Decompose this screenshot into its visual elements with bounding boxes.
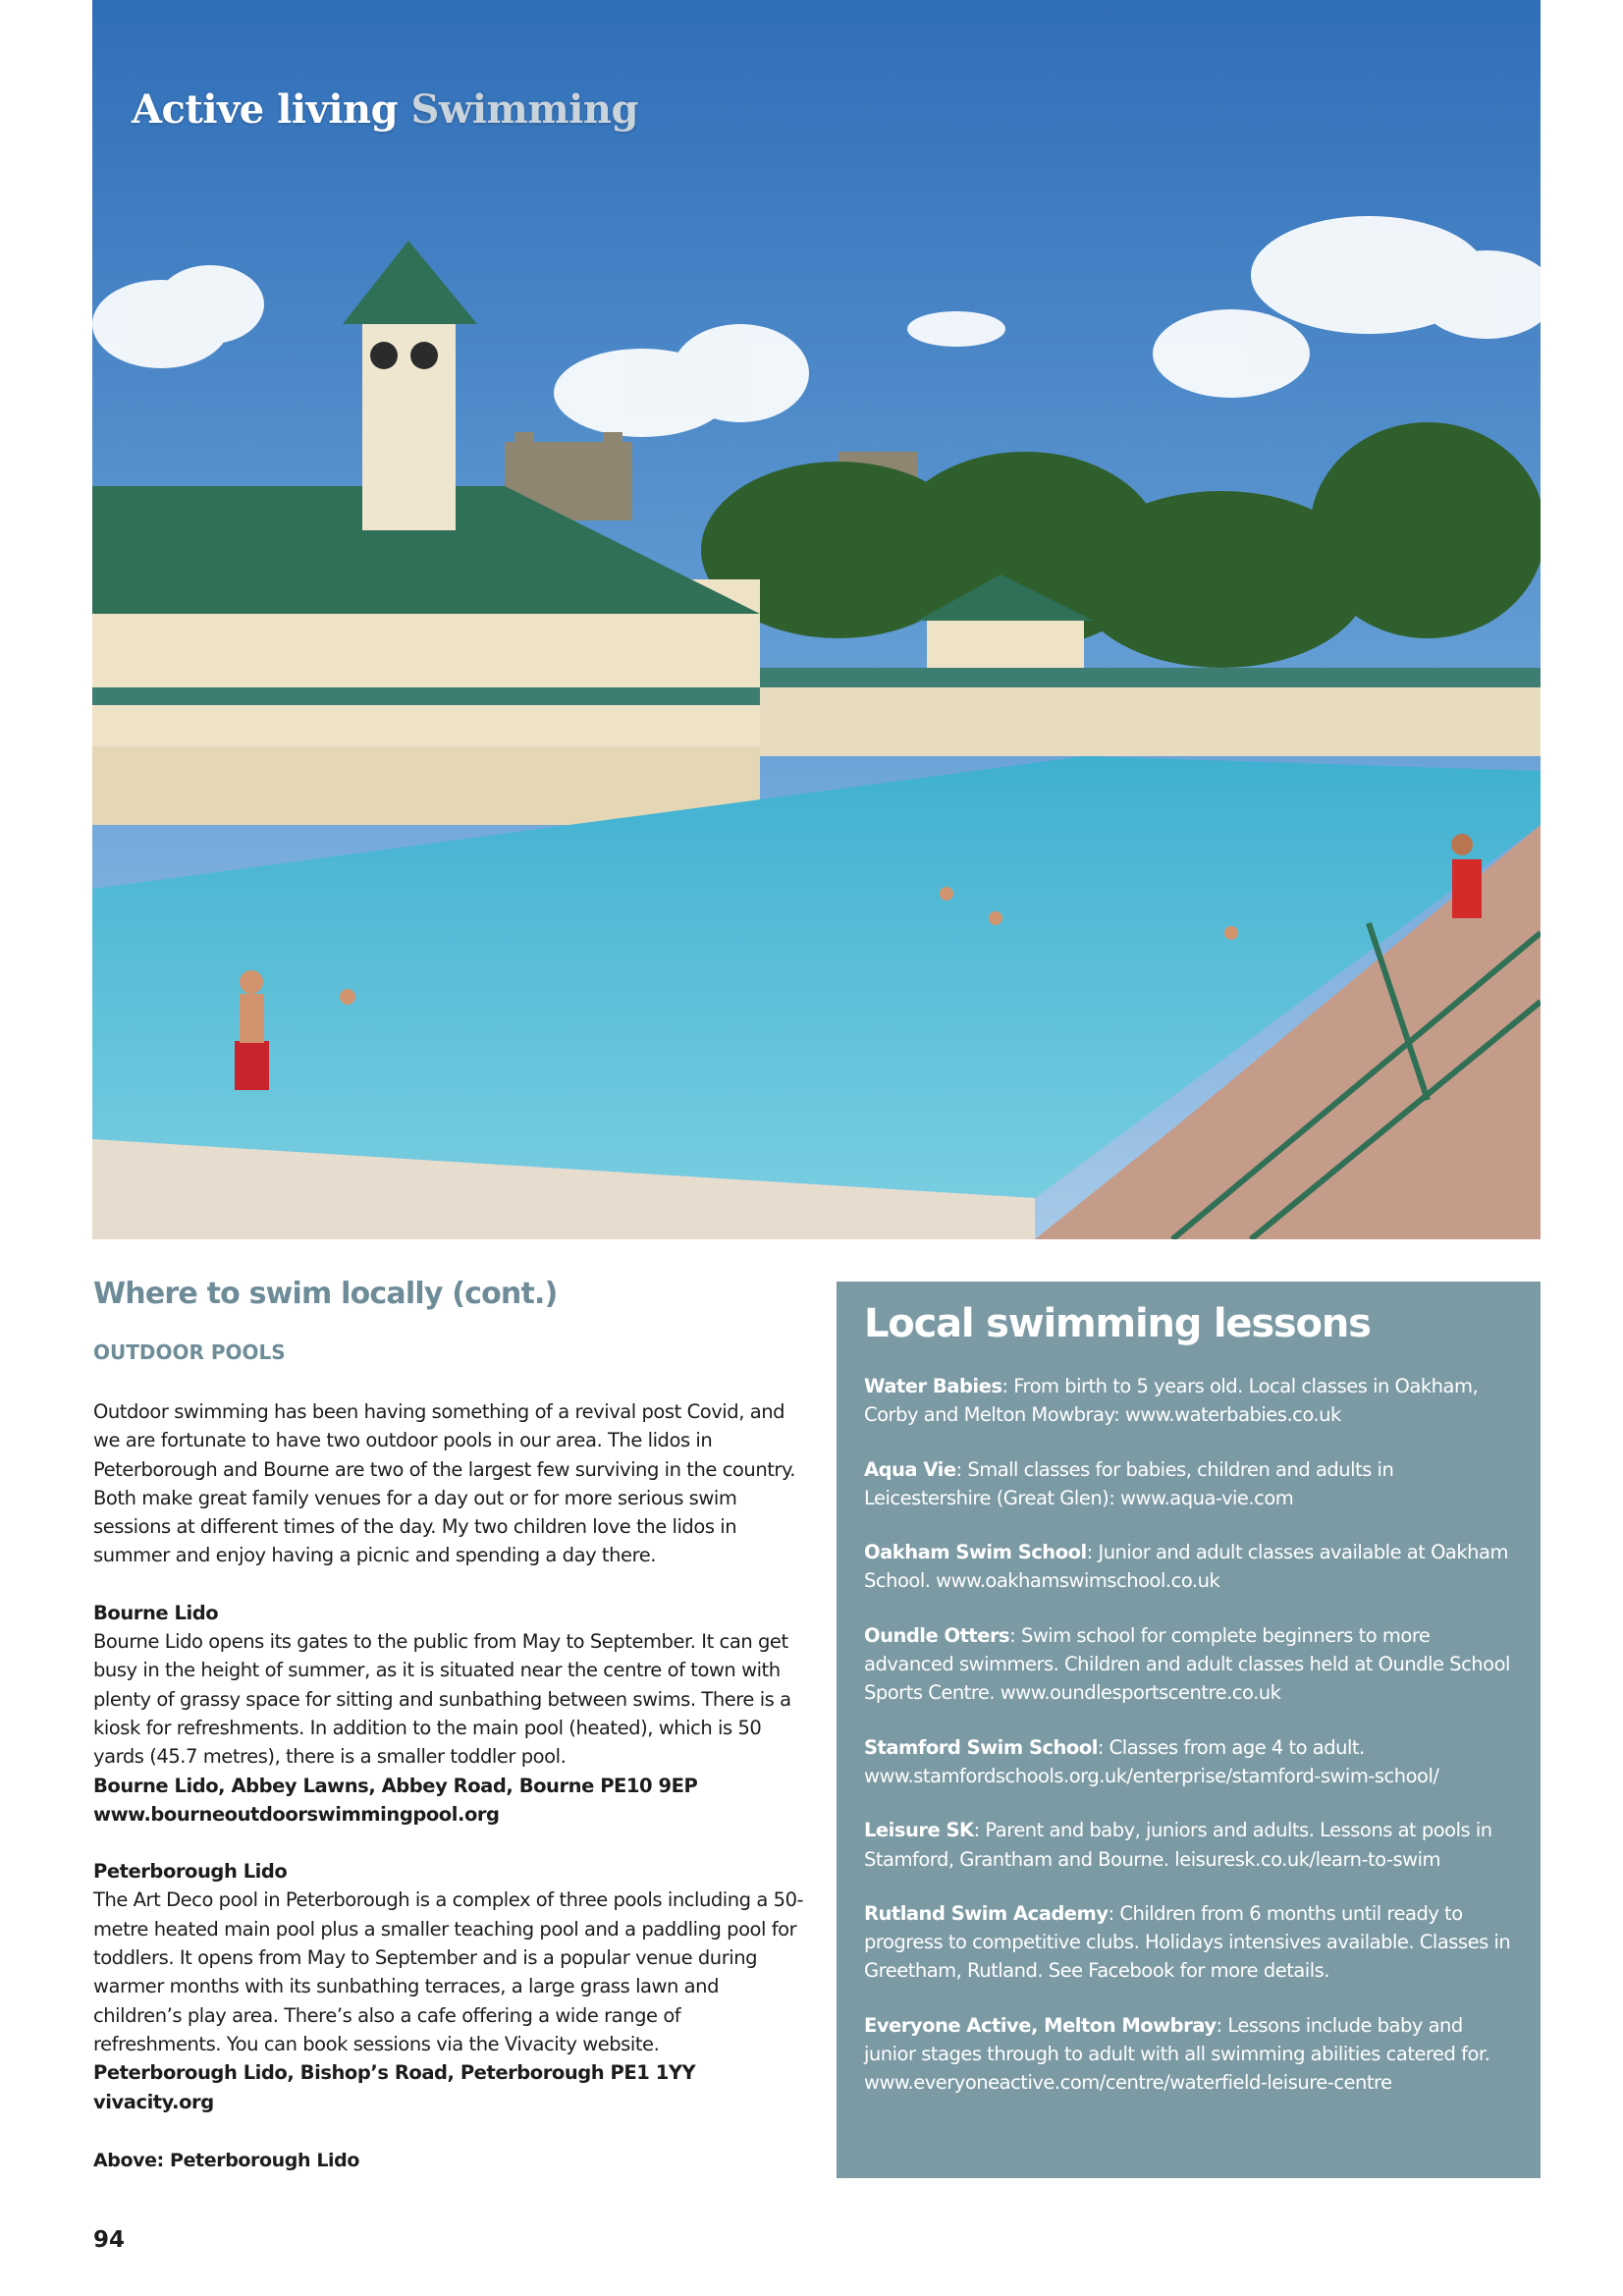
- lesson-item: [864, 2011, 1513, 2098]
- peterborough-lido-illustration: [92, 0, 1541, 1239]
- lesson-item: [864, 1621, 1513, 1708]
- section-heading: Where to swim locally (cont.): [93, 1277, 558, 1311]
- lesson-text: : Lessons include baby and junior stages through to adult with all swimming abilities catered for. www.everyoneactive.com/centre/waterfield-leisure-centre: [864, 2013, 1490, 2095]
- lesson-name: Aqua Vie: [864, 1457, 956, 1481]
- lesson-text: : Children from 6 months until ready to progress to competitive clubs. Holidays intensives available. Classes in Greetham, Rutland. See Facebook for more details.: [864, 1901, 1511, 1983]
- lesson-name: Everyone Active, Melton Mowbray: [864, 2013, 1217, 2037]
- lesson-name: Water Babies: [864, 1375, 1002, 1397]
- lesson-text: : Classes from age 4 to adult. www.stamfordschools.org.uk/enterprise/stamford-swim-school/: [864, 1735, 1439, 1787]
- swimming-lessons-panel: [837, 1282, 1541, 2178]
- lesson-item: [864, 1455, 1513, 1513]
- lesson-name: Stamford Swim School: [864, 1735, 1098, 1759]
- lesson-name: Rutland Swim Academy: [864, 1901, 1109, 1925]
- venue-bourne-lido: [93, 1599, 810, 1829]
- venue-address: Peterborough Lido, Bishop’s Road, Peterborough PE1 1YY: [93, 2061, 696, 2085]
- lesson-item: [864, 1899, 1513, 1986]
- lesson-name: Leisure SK: [864, 1819, 974, 1842]
- venue-peterborough-lido: [93, 1857, 810, 2116]
- lesson-text: : Swim school for complete beginners to more advanced swimmers. Children and adult classes held at Oundle School Sports Centre. www.oundlesportscentre.co.uk: [864, 1623, 1510, 1705]
- panel-title: Local swimming lessons: [864, 1301, 1371, 1346]
- lesson-text: : From birth to 5 years old. Local classes in Oakham, Corby and Melton Mowbray: www.waterbabies.co.uk: [864, 1375, 1479, 1427]
- venue-name: Peterborough Lido: [93, 1860, 288, 1884]
- venue-name: Bourne Lido: [93, 1601, 219, 1624]
- venue-description: The Art Deco pool in Peterborough is a complex of three pools including a 50-metre heated main pool plus a smaller teaching pool and a paddling pool for toddlers. It opens from May to September and is a popular venue during warmer months with its sunbathing terraces, a large grass lawn and children’s play area. There’s also a cafe offering a wide range of refreshments. You can book sessions via the Vivacity website.: [93, 1888, 804, 2055]
- lesson-text: : Junior and adult classes available at Oakham School. www.oakhamswimschool.co.uk: [864, 1541, 1508, 1593]
- lesson-name: Oundle Otters: [864, 1623, 1010, 1647]
- venue-website[interactable]: vivacity.org: [93, 2090, 214, 2113]
- photo-caption: Above: Peterborough Lido: [93, 2149, 360, 2171]
- title-accent: Swimming: [410, 86, 638, 133]
- page-title: [132, 86, 638, 133]
- venue-description: Bourne Lido opens its gates to the public from May to September. It can get busy in the height of summer, as it is situated near the centre of town with plenty of grassy space for sitting and sunbathing between swims. There is a kiosk for refreshments. In addition to the main pool (heated), which is 50 yards (45.7 metres), there is a smaller toddler pool.: [93, 1630, 791, 1769]
- hero-photo: [92, 0, 1541, 1239]
- lesson-item: [864, 1733, 1513, 1791]
- outdoor-pools-heading: OUTDOOR POOLS: [93, 1340, 286, 1364]
- lesson-item: [864, 1372, 1513, 1430]
- venue-website[interactable]: www.bourneoutdoorswimmingpool.org: [93, 1802, 500, 1826]
- venue-address: Bourne Lido, Abbey Lawns, Abbey Road, Bourne PE10 9EP: [93, 1774, 698, 1797]
- title-main: Active living: [132, 86, 399, 133]
- lesson-text: : Small classes for babies, children and adults in Leicestershire (Great Glen): www.aqua-vie.com: [864, 1457, 1394, 1509]
- intro-paragraph: [93, 1397, 810, 1570]
- lesson-item: [864, 1538, 1513, 1596]
- left-column: [93, 1277, 810, 2171]
- lesson-item: [864, 1816, 1513, 1874]
- lesson-text: : Parent and baby, juniors and adults. Lessons at pools in Stamford, Grantham and Bourne. leisuresk.co.uk/learn-to-swim: [864, 1819, 1492, 1871]
- intro-text: Outdoor swimming has been having something of a revival post Covid, and we are fortunate to have two outdoor pools in our area. The lidos in Peterborough and Bourne are two of the largest few surviving in the country. Both make great family venues for a day out or for more serious swim sessions at different times of the day. My two children love the lidos in summer and enjoy having a picnic and spending a day there.: [93, 1400, 796, 1567]
- page-number: 94: [93, 2227, 126, 2253]
- lesson-name: Oakham Swim School: [864, 1541, 1087, 1564]
